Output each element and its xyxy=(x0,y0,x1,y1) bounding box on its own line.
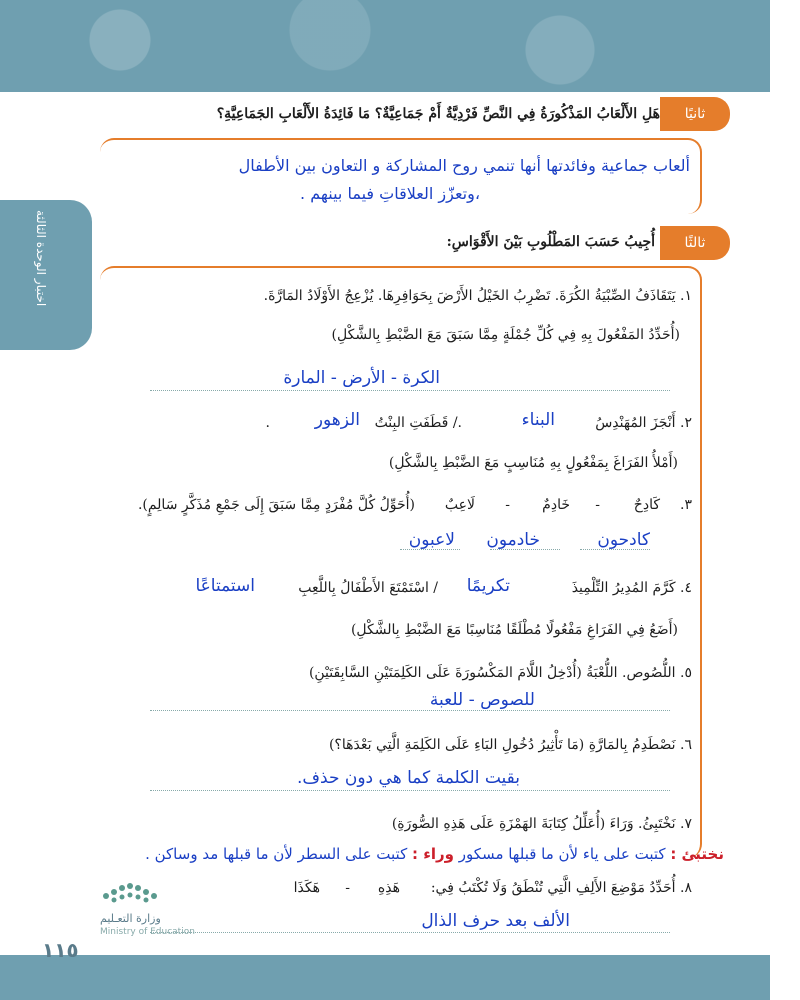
item-1-answer-line xyxy=(150,390,670,391)
item-2-text-a: ٢. أَنْجَزَ المُهَنْدِسُ xyxy=(595,415,692,431)
item-8-word-2: هَكَذَا xyxy=(293,880,320,896)
item-4-blank-1: تكريمًا xyxy=(466,576,510,596)
item-8-dash: - xyxy=(345,880,350,896)
page-number: ١١٥ xyxy=(42,938,79,962)
section-2-label: ثانيًا xyxy=(660,97,730,131)
item-7-answer-part-1: كتبت على ياء لأن ما قبلها مسكور xyxy=(458,845,666,863)
item-7-sentence: ٧. نَخْتَبِئُ. وَرَاءَ (أُعَلِّلُ كِتَابَةَ الهَمْزَةِ عَلَى هَذِهِ الصُّورَةِ) xyxy=(391,816,692,832)
ministry-logo-icon xyxy=(100,872,160,908)
section-2-question: هَلِ الأَلْعَابُ المَذْكُورَةُ فِي النَّصِّ فَرْدِيَّةٌ أَمْ جَمَاعِيَّةٌ؟ مَا فَائِدَةُ الأَلْعَابِ الجَمَاعِيَّةِ؟ xyxy=(216,106,660,122)
item-3-answer-2: خادمون xyxy=(486,530,540,550)
item-8-answer-line xyxy=(150,932,670,933)
item-2-text-b: ./ قَطَفَتِ البِنْتُ xyxy=(374,415,462,431)
item-2-text-c: . xyxy=(265,415,270,431)
section-3-heading: أُجِيبُ حَسَبَ المَطْلُوبِ بَيْنَ الأَقْوَاسِ: xyxy=(446,234,655,250)
item-4-blank-2: استمتاعًا xyxy=(195,576,255,596)
item-3-answer-1: كادحون xyxy=(597,530,650,550)
item-1-sentence: ١. يَتَقَاذَفُ الصِّبْيَةُ الكُرَةَ. تَضْرِبُ الخَيْلُ الأَرْضَ بِحَوَافِرِهَا. يُزْعِجُ الأَوْلَادُ المَارَّةَ. xyxy=(263,288,692,304)
item-3-word-2: خَادِمٌ xyxy=(542,497,570,513)
unit-side-tab xyxy=(0,200,92,350)
item-4-text-a: ٤. كَرَّمَ المُدِيرُ التِّلْمِيذَ xyxy=(571,580,692,596)
section-2-answer-line1: ألعاب جماعية وفائدتها أنها تنمي روح المشاركة و التعاون بين الأطفال xyxy=(238,156,690,175)
item-2-instruction: (أَمْلأُ الفَرَاغَ بِمَفْعُولٍ بِهِ مُنَاسِبٍ مَعَ الضَّبْطِ بِالشَّكْلِ) xyxy=(388,455,678,471)
item-2-blank-2: الزهور xyxy=(314,410,360,430)
item-3-answer-3: لاعبون xyxy=(408,530,455,550)
item-7-answer-part-2: كتبت على السطر لأن ما قبلها مد وساكن . xyxy=(145,845,408,863)
footer-band xyxy=(0,955,770,1000)
item-8-answer: الألف بعد حرف الذال xyxy=(421,911,570,931)
ministry-name-en: Ministry of Education xyxy=(100,927,195,937)
item-3-dash-2: - xyxy=(505,497,510,513)
item-3-line-1 xyxy=(580,549,650,550)
item-1-instruction: (أُحَدِّدُ المَفْعُولَ بِهِ فِي كُلِّ جُمْلَةٍ مِمَّا سَبَقَ مَعَ الضَّبْطِ بِالشَّكْلِ) xyxy=(331,327,680,343)
item-5-sentence: ٥. اللُّصُوص. اللُّعْبَةُ (أُدْخِلُ اللَّامَ المَكْسُورَةَ عَلَى الكَلِمَتَيْنِ السَّابِقَتَيْنِ) xyxy=(308,665,692,681)
ministry-logo xyxy=(100,872,160,912)
item-3-word-3: لَاعِبٌ xyxy=(444,497,475,513)
item-8-word-1: هَذِهِ xyxy=(377,880,400,896)
item-7-answer xyxy=(145,845,724,863)
item-3-dash-1: - xyxy=(595,497,600,513)
item-6-sentence: ٦. نَصْطَدِمُ بِالمَارَّةِ (مَا تَأْثِيرُ دُخُولِ البَاءِ عَلَى الكَلِمَةِ الَّتِي بَعْدَهَا؟) xyxy=(328,737,692,753)
item-7-answer-label-2: وراء : xyxy=(412,845,454,863)
item-6-answer-line xyxy=(150,790,670,791)
item-4-instruction: (أَضَعُ فِي الفَرَاغِ مَفْعُولًا مُطْلَقًا مُنَاسِبًا مَعَ الضَّبْطِ بِالشَّكْلِ) xyxy=(350,622,678,638)
item-3-word-1: كَادِحٌ xyxy=(633,497,660,513)
item-3-instruction: (أُحَوِّلُ كُلَّ مُفْرَدٍ مِمَّا سَبَقَ إِلَى جَمْعِ مُذَكَّرٍ سَالِمٍ). xyxy=(137,497,415,513)
header-band xyxy=(0,0,770,92)
item-5-answer: للصوص - للعبة xyxy=(429,690,535,710)
item-3-line-2 xyxy=(490,549,560,550)
item-6-answer: بقيت الكلمة كما هي دون حذف. xyxy=(297,768,520,788)
section-3-label: ثالثًا xyxy=(660,226,730,260)
item-2-blank-1: البناء xyxy=(521,410,555,430)
item-3-number: ٣. xyxy=(680,497,692,513)
ministry-name-ar: وزارة التعـليم xyxy=(100,912,161,925)
item-8-sentence: ٨. أُحَدِّدُ مَوْضِعَ الأَلِفِ الَّتِي تُنْطَقُ وَلَا تُكْتَبُ فِي: xyxy=(430,880,692,896)
side-tab-label: اختبار الوحدة الثالثة xyxy=(34,210,48,307)
item-7-answer-label-1: نختبئ : xyxy=(670,845,724,863)
item-4-text-b: / اسْتَمْتَعَ الأَطْفَالُ بِاللَّعِبِ xyxy=(298,580,438,596)
item-1-answer: الكرة - الأرض - المارة xyxy=(283,368,440,388)
item-5-answer-line xyxy=(150,710,670,711)
section-2-answer-line2: ،وتعزّز العلاقاتِ فيما بينهم . xyxy=(300,184,480,203)
item-3-line-3 xyxy=(400,549,460,550)
